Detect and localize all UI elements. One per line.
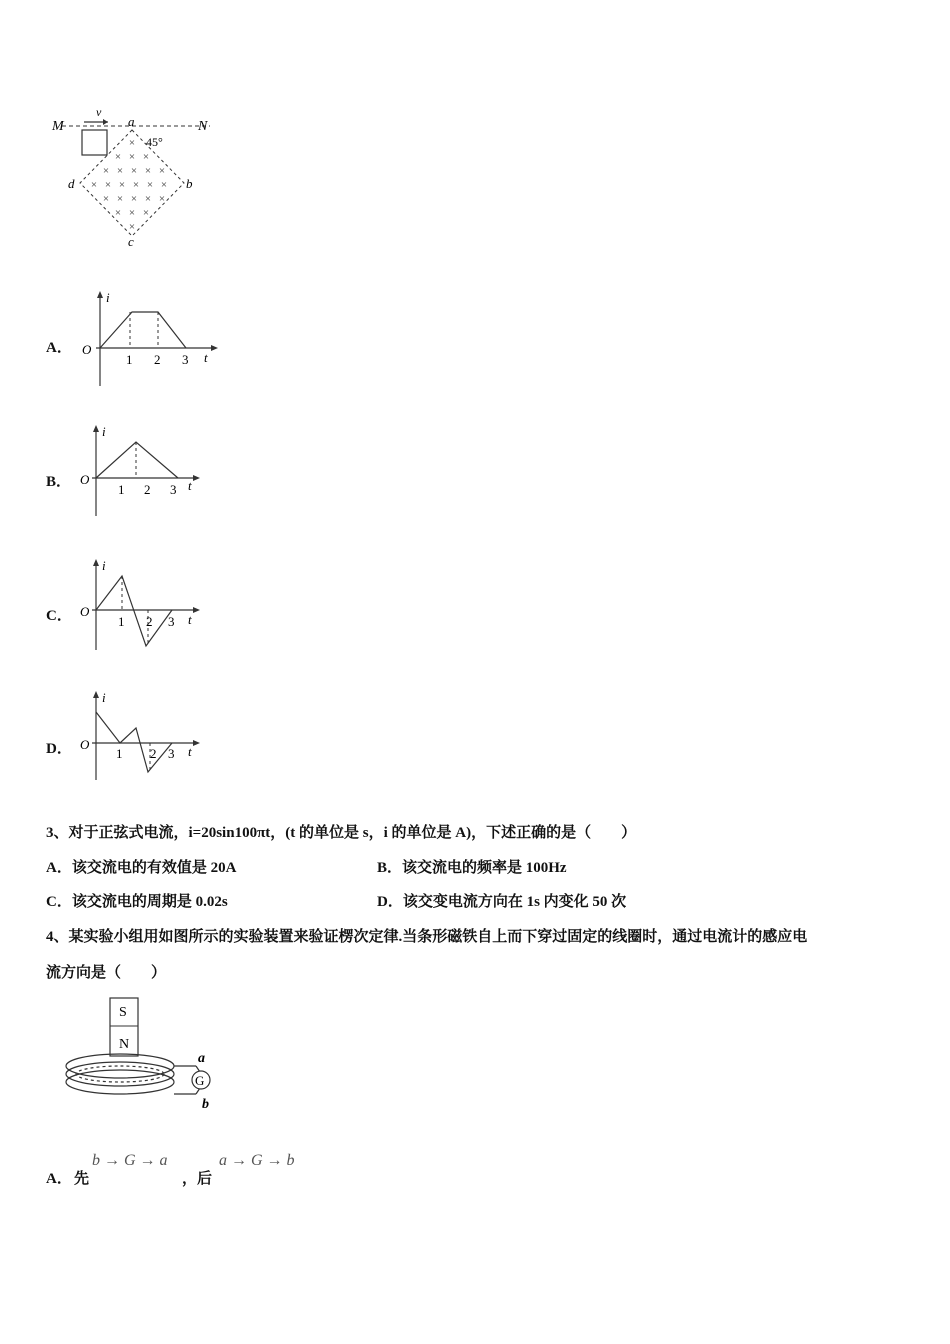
label-N: N (198, 119, 208, 134)
current-curve (96, 712, 172, 772)
q3-stem: 3、对于正弦式电流，i=20sin100πt，(t 的单位是 s，i 的单位是 A)，下述正确的是（ ） (46, 825, 637, 841)
q3-option-c: C．该交流电的周期是 0.02s (46, 894, 228, 910)
svg-text:×: × (128, 221, 136, 233)
axis-i-label: i (106, 290, 110, 305)
tick-1: 1 (116, 746, 123, 761)
square-loop (82, 130, 107, 155)
tick-3: 3 (168, 746, 175, 761)
q4-option-a-separator: ，后 (182, 1171, 213, 1187)
origin-label: O (80, 604, 90, 619)
tick-1: 1 (118, 482, 125, 497)
graph-option-d (74, 688, 214, 784)
current-curve (96, 576, 172, 646)
q4-stem-line2: 流方向是（ ） (46, 965, 167, 981)
graph-option-b (74, 422, 214, 522)
loop-field-figure (48, 100, 228, 250)
current-curve (100, 312, 186, 348)
axis-i-label: i (102, 558, 106, 573)
label-M: M (52, 119, 64, 134)
svg-text:×: × (128, 207, 136, 219)
svg-text:×: × (130, 165, 138, 177)
tick-3: 3 (170, 482, 177, 497)
option-b-letter: B． (46, 474, 72, 490)
tick-3: 3 (168, 614, 175, 629)
q4-option-a-letter: A． (46, 1171, 72, 1187)
magnet-s-label: S (119, 1005, 127, 1020)
svg-text:×: × (158, 165, 166, 177)
label-b: b (186, 176, 193, 191)
svg-text:×: × (114, 151, 122, 163)
q3-option-b: B．该交流电的频率是 100Hz (377, 860, 567, 876)
axis-t-label: t (188, 612, 192, 627)
current-curve (96, 442, 178, 478)
q3-option-a: A．该交流电的有效值是 20A (46, 860, 237, 876)
q4-option-a-second-path: a → G → b (219, 1152, 295, 1169)
svg-text:×: × (146, 179, 154, 191)
axis-t-label: t (204, 350, 208, 365)
svg-text:×: × (144, 165, 152, 177)
option-c-letter: C． (46, 608, 72, 624)
tick-2: 2 (150, 746, 157, 761)
label-c: c (128, 234, 134, 249)
galvanometer-label: G (195, 1073, 205, 1088)
svg-text:×: × (90, 179, 98, 191)
axis-i-label: i (102, 424, 106, 439)
q4-option-a-first-word: 先 (74, 1171, 90, 1187)
graph-option-c (74, 556, 214, 656)
axis-t-label: t (188, 744, 192, 759)
graph-option-a (76, 286, 226, 392)
origin-label: O (80, 737, 90, 752)
magnet-n-label: N (119, 1037, 130, 1052)
q3-option-d: D．该交变电流方向在 1s 内变化 50 次 (377, 894, 627, 910)
svg-text:×: × (128, 151, 136, 163)
terminal-b-label: b (202, 1097, 209, 1112)
svg-text:×: × (160, 179, 168, 191)
magnetic-field-crosses (91, 137, 167, 233)
svg-text:×: × (144, 193, 152, 205)
tick-2: 2 (144, 482, 151, 497)
label-d: d (68, 176, 75, 191)
svg-text:×: × (128, 137, 136, 149)
coil (66, 1054, 200, 1094)
q4-stem-line1: 4、某实验小组用如图所示的实验装置来验证楞次定律.当条形磁铁自上而下穿过固定的线圈时，通过电流计的感应电 (46, 929, 808, 945)
tick-1: 1 (126, 352, 133, 367)
svg-text:×: × (114, 207, 122, 219)
terminal-a-label: a (198, 1051, 205, 1066)
svg-text:×: × (118, 179, 126, 191)
axis-i-label: i (102, 690, 106, 705)
q4-option-a-first-path: b → G → a (92, 1152, 168, 1169)
svg-text:×: × (116, 165, 124, 177)
origin-label: O (80, 472, 90, 487)
option-d-letter: D． (46, 741, 72, 757)
label-a: a (128, 114, 135, 129)
svg-text:×: × (102, 193, 110, 205)
svg-text:×: × (102, 165, 110, 177)
svg-text:×: × (116, 193, 124, 205)
label-v: v (96, 105, 102, 119)
svg-text:×: × (142, 151, 150, 163)
tick-2: 2 (154, 352, 161, 367)
label-angle: 45° (146, 135, 163, 149)
velocity-arrowhead (103, 119, 108, 125)
option-a-letter: A． (46, 340, 72, 356)
tick-3: 3 (182, 352, 189, 367)
magnet-coil-figure (60, 994, 230, 1116)
svg-text:×: × (132, 179, 140, 191)
svg-text:×: × (104, 179, 112, 191)
axis-t-label: t (188, 478, 192, 493)
tick-2: 2 (146, 614, 153, 629)
svg-text:×: × (130, 193, 138, 205)
svg-text:×: × (142, 207, 150, 219)
svg-text:×: × (158, 193, 166, 205)
origin-label: O (82, 342, 92, 357)
tick-1: 1 (118, 614, 125, 629)
